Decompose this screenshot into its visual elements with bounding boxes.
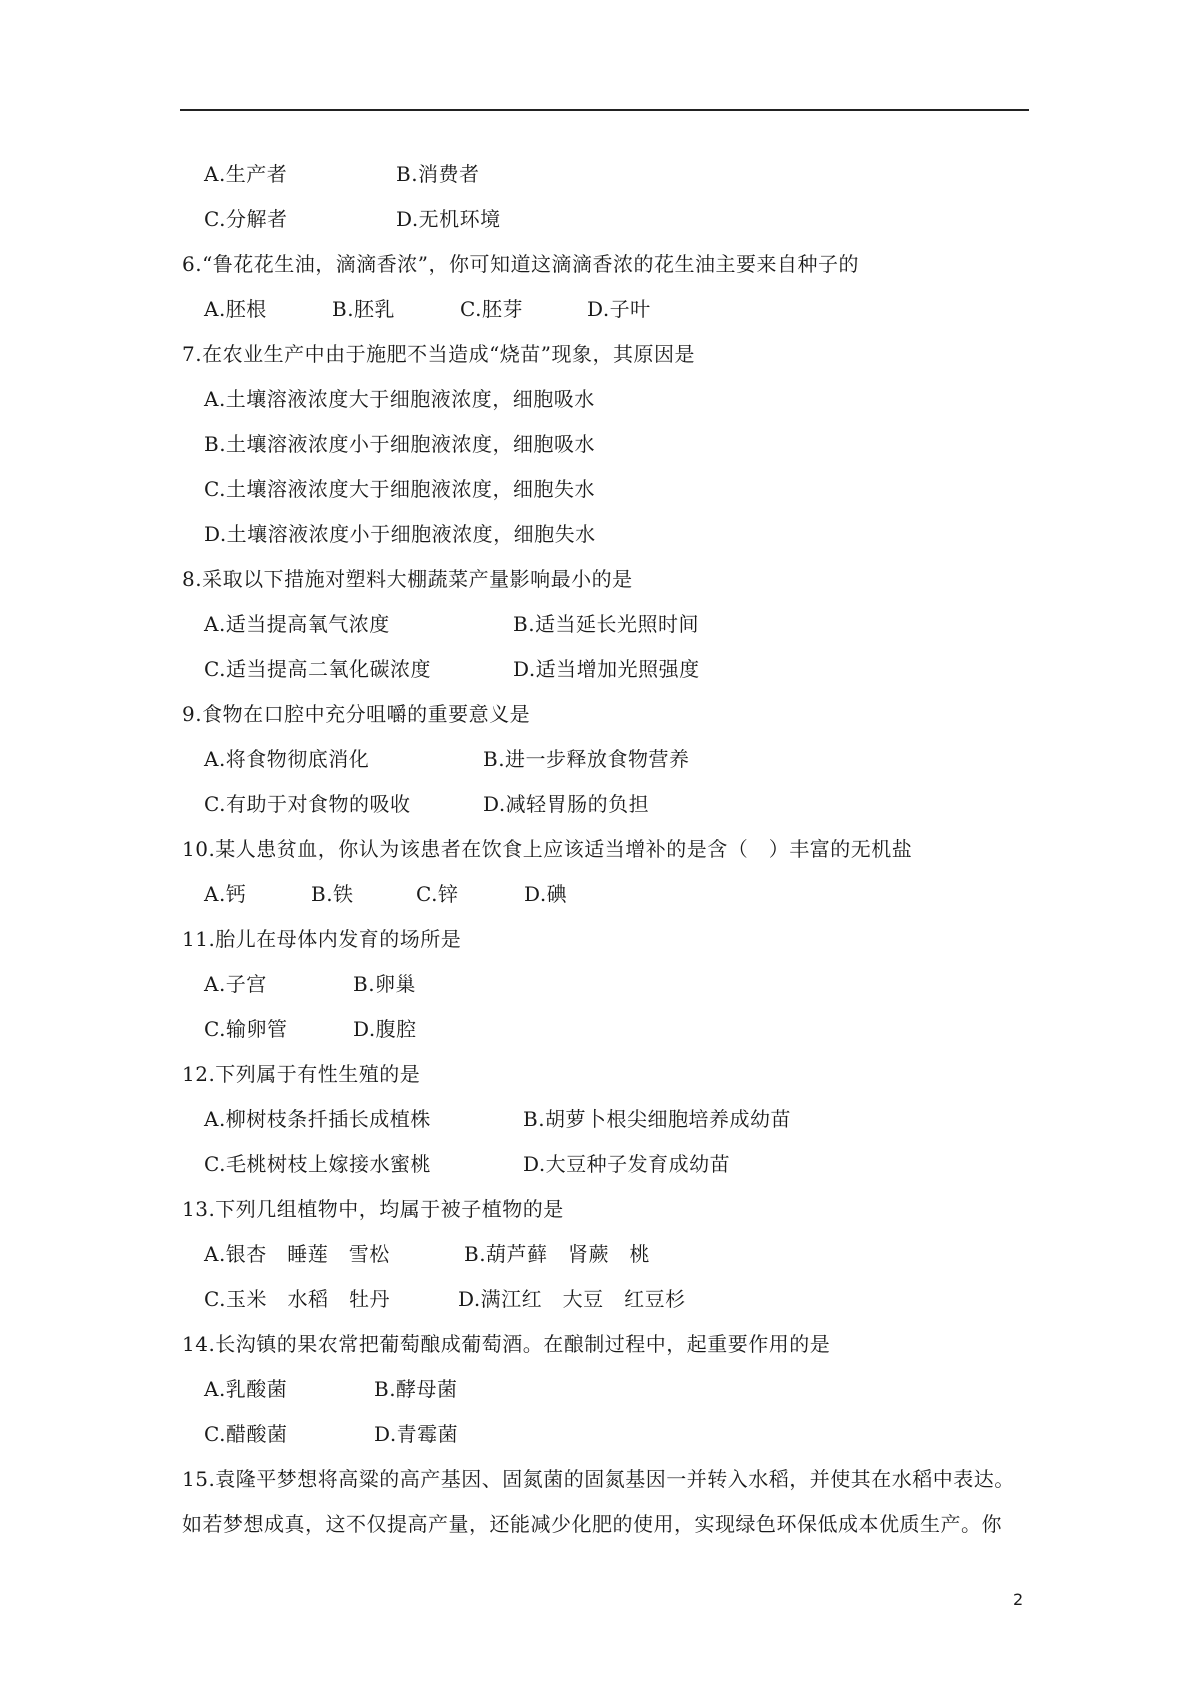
option: D.子叶 — [587, 297, 651, 321]
question-stem: 14.长沟镇的果农常把葡萄酿成葡萄酒。在酿制过程中，起重要作用的是 — [182, 1332, 831, 1356]
option: A.乳酸菌 — [204, 1377, 288, 1401]
option: A.钙 — [204, 882, 247, 906]
question-stem: 6.“鲁花花生油，滴滴香浓”，你可知道这滴滴香浓的花生油主要来自种子的 — [182, 252, 860, 276]
option: B.土壤溶液浓度小于细胞液浓度，细胞吸水 — [204, 432, 596, 456]
option: C.玉米 水稻 牡丹 — [204, 1287, 390, 1311]
option: A.适当提高氧气浓度 — [204, 612, 390, 636]
option: B.消费者 — [396, 162, 480, 186]
page-number: 2 — [1013, 1590, 1024, 1609]
option: B.胡萝卜根尖细胞培养成幼苗 — [523, 1107, 792, 1131]
option: B.进一步释放食物营养 — [483, 747, 690, 771]
option: C.毛桃树枝上嫁接水蜜桃 — [204, 1152, 431, 1176]
option: D.适当增加光照强度 — [513, 657, 700, 681]
option: D.无机环境 — [396, 207, 501, 231]
question-stem: 15.袁隆平梦想将高粱的高产基因、固氮菌的固氮基因一并转入水稻，并使其在水稻中表达。 — [182, 1467, 1015, 1491]
question-stem: 13.下列几组植物中，均属于被子植物的是 — [182, 1197, 564, 1221]
question-stem: 8.采取以下措施对塑料大棚蔬菜产量影响最小的是 — [182, 567, 633, 591]
option: C.醋酸菌 — [204, 1422, 288, 1446]
option: C.锌 — [416, 882, 459, 906]
question-stem: 9.食物在口腔中充分咀嚼的重要意义是 — [182, 702, 531, 726]
question-stem: 11.胎儿在母体内发育的场所是 — [182, 927, 462, 951]
question-stem: 7.在农业生产中由于施肥不当造成“烧苗”现象，其原因是 — [182, 342, 696, 366]
option: B.胚乳 — [332, 297, 396, 321]
option: B.卵巢 — [353, 972, 417, 996]
option: D.青霉菌 — [374, 1422, 459, 1446]
option: A.银杏 睡莲 雪松 — [204, 1242, 390, 1266]
option: C.土壤溶液浓度大于细胞液浓度，细胞失水 — [204, 477, 595, 501]
option: C.适当提高二氧化碳浓度 — [204, 657, 431, 681]
option: D.满江红 大豆 红豆杉 — [458, 1287, 686, 1311]
option: A.柳树枝条扦插长成植株 — [204, 1107, 431, 1131]
option: A.生产者 — [204, 162, 288, 186]
option: B.酵母菌 — [374, 1377, 458, 1401]
option: C.输卵管 — [204, 1017, 288, 1041]
option: C.胚芽 — [460, 297, 523, 321]
option: D.减轻胃肠的负担 — [483, 792, 650, 816]
question-stem: 10.某人患贫血，你认为该患者在饮食上应该适当增补的是含（ ）丰富的无机盐 — [182, 837, 913, 861]
option: A.胚根 — [204, 297, 267, 321]
option: D.碘 — [524, 882, 568, 906]
option: C.分解者 — [204, 207, 288, 231]
option: A.土壤溶液浓度大于细胞液浓度，细胞吸水 — [204, 387, 595, 411]
option: C.有助于对食物的吸收 — [204, 792, 411, 816]
option: A.将食物彻底消化 — [204, 747, 370, 771]
option: B.适当延长光照时间 — [513, 612, 700, 636]
option: D.土壤溶液浓度小于细胞液浓度，细胞失水 — [204, 522, 596, 546]
option: A.子宫 — [204, 972, 267, 996]
option: B.葫芦藓 肾蕨 桃 — [464, 1242, 651, 1266]
question-stem: 12.下列属于有性生殖的是 — [182, 1062, 421, 1086]
option: D.大豆种子发育成幼苗 — [523, 1152, 731, 1176]
option: B.铁 — [311, 882, 354, 906]
option: D.腹腔 — [353, 1017, 417, 1041]
header-rule — [180, 109, 1029, 111]
question-text: 如若梦想成真，这不仅提高产量，还能减少化肥的使用，实现绿色环保低成本优质生产。你 — [182, 1512, 1002, 1536]
